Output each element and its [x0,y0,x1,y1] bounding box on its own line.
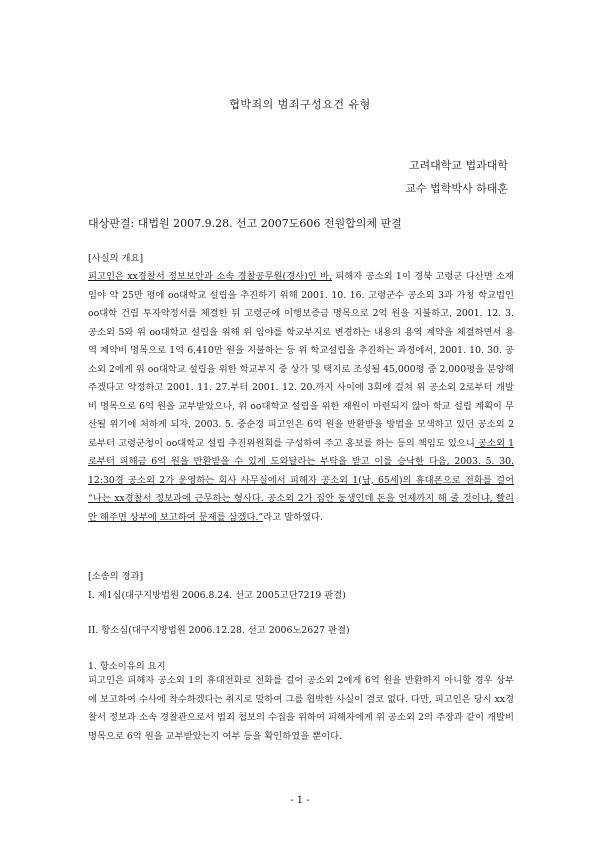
underlined-text: 피고인은 xx경찰서 정보보안과 소속 경찰공무원(경사)인 바, [88,271,332,282]
facts-section [88,268,514,527]
underlined-text: 공소외 1로부터 피해금 6억 원을 반환받을 수 있게 도와달라는 부탁을 받고 이를 승낙한 다음, [88,437,514,467]
underlined-text: 2003. 5. 30. 12:30경 공소외 2가 운영하는 회사 사무실에서 피해자 공소외 1(남, 65세)의 휴대폰으로 전화를 걸어 “나는 xx경찰서 정보과에 근무하는 형사다. 공소외 2가 집안 동생인데 돈을 언제까지 해 줄 것이냐, 빨리 안 해주면 상부에 보고하여 문제를 삼겠다.” [88,456,514,523]
page-number: - 1 - [290,795,310,806]
facts-heading: [사실의 개요] [88,253,144,264]
facts-text: 피해자 공소외 1이 경북 고령군 다산면 소재 임야 약 25만 평에 oo대학교 설립을 추진하기 위해 2001. 10. 16. 고령군수 공소외 3과 가칭 학교법인 oo대학 건립 투자약정서를 체결한 뒤 고령군에 이행보증금 명목으로 2억 원을 지불하고, 2001. 12. 3. 공소외 5와 위 oo대학교 설립을 위해 위 임야를 학교부지로 변경하는 내용의 용역 계약을 체결하면서 용역 계약비 명목으로 1억 6,410만 원을 지불하는 등 위 학교설립을 추진하는 과정에서, 2001. 10. 30. 공소외 2에게 위 oo대학교 설립을 위한 학교부지 중 상가 및 택지로 조성될 45,000평 중 2,000평을 분양해주겠다고 약정하고 2001. 11. 27.부터 2001. 12. 20.까지 사이에 3회에 걸쳐 위 공소외 2로부터 개발비 명목으로 6억 원을 교부받았으나, 위 oo대학교 설립을 위한 재원이 마련되지 않아 학교 설립 계획이 무산될 위기에 처하게 되자, 2003. 5. 중순경 피고인은 6억 원을 반환받을 방법을 모색하고 있던 공소외 2로부터 고령군청이 oo대학교 설립 추진위원회를 구성하여 주고 홍보를 하는 등의 책임도 있으니 [88,271,514,449]
reasons-paragraph: 피고인은 피해자 공소외 1의 휴대전화로 전화를 걸어 공소외 2에게 6억 원을 반환하지 아니할 경우 상부에 보고하여 수사에 착수하겠다는 취지로 말하여 그를 협박한 사실이 결코 없다. 다만, 피고인은 당시 xx경찰서 정보과 소속 경찰관으로서 범죄 첩보의 수집을 위하여 피해자에게 위 공소외 2의 주장과 같이 개발비 명목으로 6억 원을 교부받았는지 여부 등을 확인하였을 뿐이다. [88,675,514,742]
case-reference: 대상판결: 대법원 2007.9.28. 선고 2007도606 전원합의체 판결 [88,217,402,230]
reasons-section [88,672,514,746]
facts-text: 라고 말하였다. [263,511,323,523]
author-affiliation: 고려대학교 법과대학 [408,159,508,172]
author-name: 교수 법학박사 하태훈 [405,182,508,195]
reasons-heading: 1. 항소이유의 요지 [88,661,166,672]
facts-paragraph [88,268,514,527]
proceedings-heading: [소송의 경과] [88,571,144,582]
first-instance: I. 제1심(대구지방법원 2006.8.24. 선고 2005고단7219 판결) [88,590,346,601]
appeal-instance: II. 항소심(대구지방법원 2006.12.28. 선고 2006노2627 판결) [88,625,350,636]
document-title: 협박죄의 범죄구성요건 유형 [229,98,371,111]
